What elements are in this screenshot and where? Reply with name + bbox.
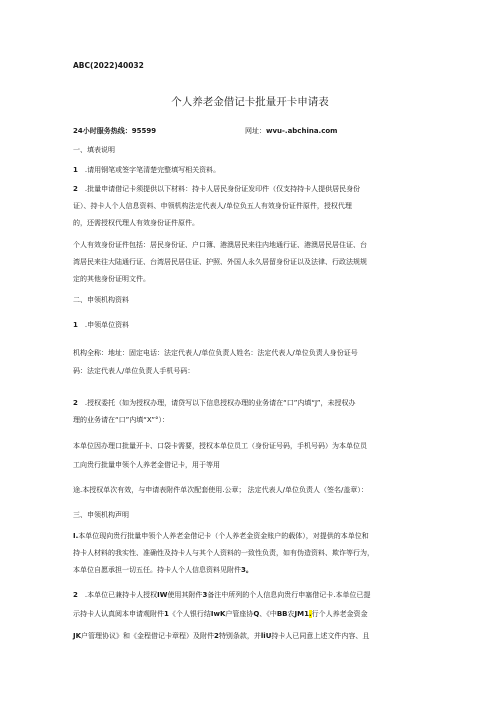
s2-item-2-line-1: 2 .授权委托（如为授权办理，请贷写以下信息授权办理的业务请在“口”内填“J”，未授权办: [73, 399, 356, 407]
document-id: ABC(2022)40032: [73, 61, 144, 70]
s1-item-2-line-1: 2 .批量申请借记卡须提供以下材料：持卡人居民身份证发印件（仅支持持卡人提供居民身份: [73, 185, 361, 193]
s2-info-line-2: 码：法定代表人/单位负责人手机号码：: [73, 367, 195, 375]
website: [245, 126, 337, 136]
highlight-mark: .: [308, 610, 312, 618]
s2-item-1: [73, 321, 129, 330]
s3-item-2-line-1: 2 .本单位已兼持卡人授权IW使用其附件3备注中所列的个人信息向贵行申塞借记卡.本单位已提: [73, 591, 371, 599]
service-hotline: 24小时服务热线：95599: [73, 127, 157, 135]
s2-info-line-1: 机构全称：地址：固定电话：法定代表人/单位负责人姓名：法定代表人/单位负责人身份证号: [73, 349, 358, 357]
s1-item-1-number: 1: [73, 166, 78, 174]
s3-item-2-line-2: 示持卡人认真阅本申请观附件1《个人银行结IwK户管座协Q、《中BB农JM1.行个人养老金资金: [73, 610, 368, 618]
s3-item-1-line-1: I.本单位现向贵行批量申领个人养老金借记卡（个人养老金资金账户的载体），对提供的本单位和: [73, 532, 369, 540]
s1-item-1: [73, 166, 220, 175]
s1-item-2-line-3: 的，还需授权代理人有效身份证件原件。: [73, 219, 199, 227]
s3-item-1-line-3: 本单位自愿承担一切五任。持卡人个人信息资料见附件3。: [73, 566, 253, 574]
s2-item-2-line-2: 理的业务请在“口”内填“X”°）：: [73, 416, 170, 424]
s1-para-line-3: 定的其他身份证明文件。: [73, 275, 150, 283]
s1-item-2-line-2: 证）、持卡人个人信息资料、申领机构法定代表人/单位负五人有效身份证件原件，授权代理: [73, 202, 352, 210]
s2-item-1-text: .申领单位资料: [84, 321, 130, 329]
s1-item-1-text: .请用钢笔或签字笔清楚完整填写相关资料。: [84, 166, 221, 174]
s2-auth-line-3: 途.本授权单次有效，与申请表附件单次配套使用.公章； 法定代表人/单位负责人（签名/盖章）：: [73, 486, 368, 494]
s1-para-line-1: 个人有效身份证件包括：居民身份证、户口簿、港澳居民来往内地通行证、港澳居民居住证、台: [73, 241, 367, 249]
section-2-heading: 二、申领机构资料: [73, 296, 129, 304]
s3-item-2-line-3: JK户管理协议》和《金程借记卡章程）及附件2特别条款，并liU持卡人已同意上述文件内容、且: [73, 632, 370, 640]
page-title: 个人养老金借记卡批量开卡申请表: [171, 96, 329, 108]
website-label: 网址：: [245, 127, 266, 135]
s3-item-1-line-2: 持卡人材料的我实性、准确性及持卡人与其个人资料的一致性负责，如有伪造资料、欺诈等行为，: [73, 549, 374, 557]
s1-para-line-2: 湾居民来往大陆通行证、台湾居民居住证、护照、外国人永久居留身份证以及法律、行政法规规: [73, 258, 367, 266]
s3-item-1-number: I.: [73, 532, 79, 540]
s1-item-2-number: 2: [73, 185, 78, 193]
website-url: wvu-.abchina.com: [266, 127, 338, 135]
section-1-heading: 一、填表说明: [73, 146, 115, 154]
s2-auth-line-2: 工向贵行批量申领个人养老金借记卡，用于等用: [73, 461, 220, 469]
section-3-heading: 三、申领机构声明: [73, 511, 129, 519]
s2-item-2-number: 2: [73, 399, 78, 407]
s2-item-1-number: 1: [73, 321, 78, 329]
s3-item-2-number: 2: [73, 591, 78, 599]
s2-auth-line-1: 本单位因办理口批量开卡、口袋卡需要，授权本单位员工（身份证号码，手机号码）为本单位员: [73, 442, 367, 450]
